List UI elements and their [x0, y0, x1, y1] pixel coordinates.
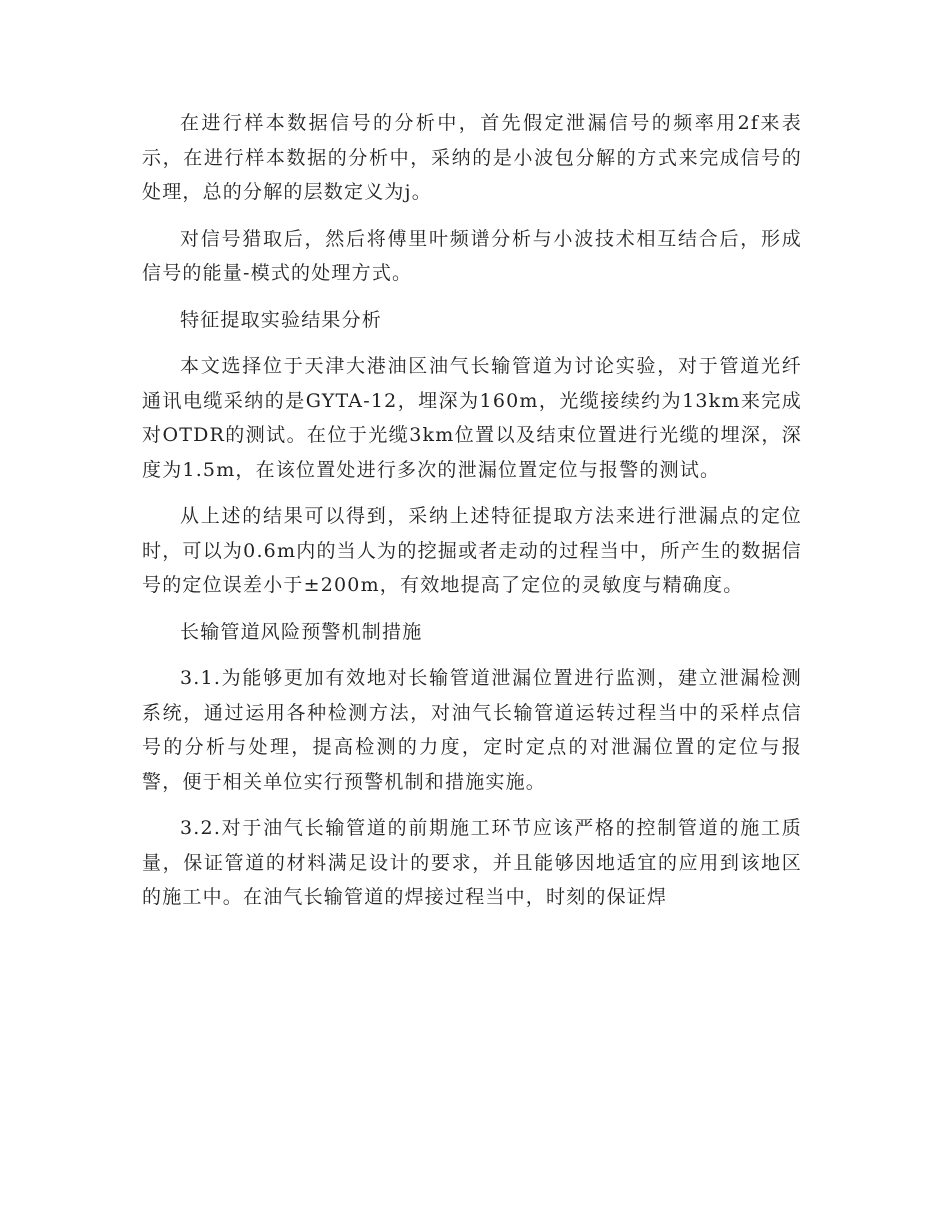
paragraph-results: 从上述的结果可以得到，采纳上述特征提取方法来进行泄漏点的定位时，可以为0.6m内的当人为的挖掘或者走动的过程当中，所产生的数据信号的定位误差小于±200m，有效地提高了定位的灵敏度与精确度。 [142, 505, 802, 596]
paragraph-fourier-wavelet: 对信号猎取后，然后将傅里叶频谱分析与小波技术相互结合后，形成信号的能量-模式的处理方式。 [142, 227, 802, 284]
document-page [142, 106, 802, 927]
paragraph-experiment-setup: 本文选择位于天津大港油区油气长输管道为讨论实验，对于管道光纤通讯电缆采纳的是GYTA-12，埋深为160m，光缆接续约为13km来完成对OTDR的测试。在位于光缆3km位置以及结束位置进行光缆的埋深，深度为1.5m，在该位置处进行多次的泄漏位置定位与报警的测试。 [142, 355, 802, 481]
heading-risk-warning: 长输管道风险预警机制措施 [180, 620, 423, 643]
paragraph-measure-3-2: 3.2.对于油气长输管道的前期施工环节应该严格的控制管道的施工质量，保证管道的材料满足设计的要求，并且能够因地适宜的应用到该地区的施工中。在油气长输管道的焊接过程当中，时刻的保证焊 [142, 817, 802, 908]
paragraph-measure-3-1: 3.1.为能够更加有效地对长输管道泄漏位置进行监测，建立泄漏检测系统，通过运用各种检测方法，对油气长输管道运转过程当中的采样点信号的分析与处理，提高检测的力度，定时定点的对泄漏位置的定位与报警，便于相关单位实行预警机制和措施实施。 [142, 667, 802, 793]
paragraph-signal-analysis: 在进行样本数据信号的分析中，首先假定泄漏信号的频率用2f来表示，在进行样本数据的分析中，采纳的是小波包分解的方式来完成信号的处理，总的分解的层数定义为j。 [142, 112, 802, 203]
heading-feature-extraction: 特征提取实验结果分析 [180, 308, 383, 331]
